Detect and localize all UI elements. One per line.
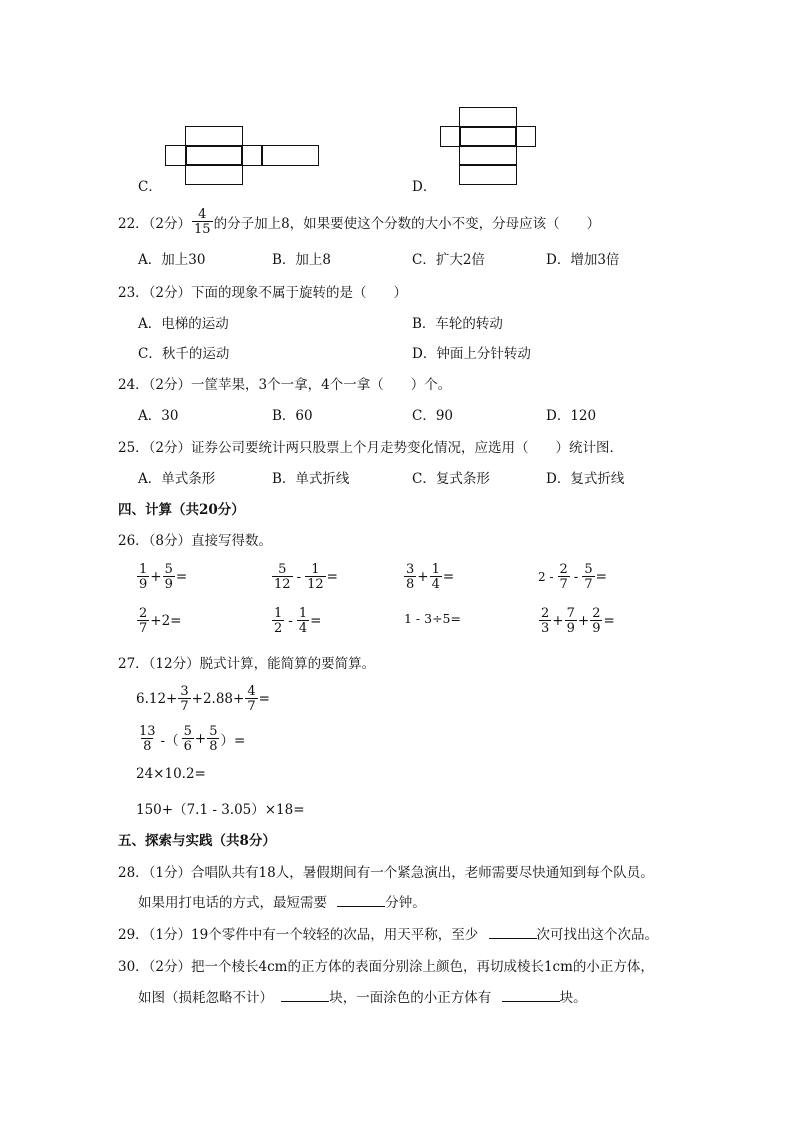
- e1-b-num: 5: [164, 562, 173, 577]
- q27-calc-1: [136, 682, 270, 716]
- section-4-heading: 四、计算（共20分）: [118, 502, 245, 518]
- q28-text-b: 分钟。: [385, 895, 426, 911]
- q22-option-d[interactable]: D．增加3倍: [546, 252, 620, 268]
- e1-a-num: 1: [139, 562, 148, 577]
- net-c-bottom: [185, 164, 243, 185]
- q22-option-b[interactable]: B．加上8: [272, 252, 332, 268]
- question-23: 23．（2分）下面的现象不属于旋转的是（ ）: [118, 285, 408, 301]
- c1-lead: 6.12+: [136, 691, 178, 707]
- q22-option-c[interactable]: C．扩大2倍: [412, 252, 485, 268]
- question-29: [118, 923, 658, 943]
- e8-op1: +: [552, 613, 564, 629]
- e6-a-den: 2: [274, 621, 283, 636]
- q26-expr-6: [271, 604, 321, 638]
- e1-op: +: [150, 569, 162, 585]
- e2-a-den: 12: [274, 577, 291, 592]
- c2-a-den: 8: [143, 739, 152, 754]
- c1-b-den: 7: [247, 699, 256, 714]
- e5-a-num: 2: [139, 606, 148, 621]
- q22-option-a[interactable]: A．加上30: [138, 252, 206, 268]
- q29-answer-blank[interactable]: [489, 926, 537, 939]
- q22-frac-den: 15: [194, 222, 211, 237]
- question-26: 26．（8分）直接写得数。: [118, 533, 273, 549]
- net-d-left: [440, 126, 461, 147]
- q22-fraction: [192, 208, 213, 236]
- e3-b-num: 1: [431, 562, 440, 577]
- e1-eq: =: [175, 569, 188, 585]
- e4-eq: =: [595, 569, 607, 585]
- q28-text-a: 如果用打电话的方式，最短需要: [138, 895, 327, 911]
- question-22: [118, 205, 600, 239]
- e3-a-num: 3: [406, 562, 415, 577]
- e8-op2: +: [577, 613, 590, 629]
- c1-a-den: 7: [180, 699, 189, 714]
- q25-option-c[interactable]: C．复式条形: [412, 471, 490, 487]
- question-28-line-1: 28．（1分）合唱队共有18人，暑假期间有一个紧急演出，老师需要尽快通知到每个队员。: [118, 865, 654, 881]
- c2-c-num: 5: [209, 724, 218, 739]
- c2-tail: ）=: [220, 733, 246, 749]
- q24-option-b[interactable]: B．60: [272, 408, 313, 424]
- q22-frac-num: 4: [198, 207, 207, 222]
- e6-op: -: [288, 613, 293, 629]
- q24-option-a[interactable]: A．30: [138, 408, 179, 424]
- e4-a-num: 2: [559, 562, 568, 577]
- q29-text-b: 次可找出这个次品。: [536, 927, 658, 943]
- q23-option-b[interactable]: B．车轮的转动: [412, 316, 503, 332]
- net-c-right: [241, 145, 263, 166]
- e4-op: -: [573, 569, 579, 585]
- question-27: 27．（12分）脱式计算，能简算的要简算。: [118, 656, 376, 672]
- q27-calc-3: 24×10.2=: [136, 766, 206, 782]
- net-d-right: [515, 126, 536, 147]
- e6-a-num: 1: [274, 606, 283, 621]
- e8-b-num: 7: [566, 606, 575, 621]
- c2-b-den: 6: [183, 739, 192, 754]
- q27-calc-4: 150+（7.1 - 3.05）×18=: [136, 802, 305, 818]
- e2-eq: =: [326, 569, 338, 585]
- e1-a-den: 9: [139, 577, 148, 592]
- net-d-bottom: [459, 145, 517, 166]
- e2-op: -: [296, 569, 302, 585]
- question-24: 24．（2分）一筐苹果，3个一拿，4个一拿（ ）个。: [118, 377, 452, 393]
- q26-expr-3: [403, 560, 454, 594]
- e2-a-num: 5: [278, 562, 287, 577]
- c1-mid: +2.88+: [191, 691, 245, 707]
- e8-a-den: 3: [541, 621, 550, 636]
- q22-prefix: 22．（2分）: [118, 216, 192, 232]
- c1-b-num: 4: [247, 684, 256, 699]
- net-d-label: D．: [412, 179, 437, 195]
- q26-expr-5: [136, 604, 182, 638]
- net-d-top: [459, 107, 517, 128]
- q25-option-b[interactable]: B．单式折线: [272, 471, 350, 487]
- q24-option-d[interactable]: D．120: [546, 408, 597, 424]
- q28-answer-blank[interactable]: [337, 894, 385, 907]
- e6-eq: =: [310, 613, 322, 629]
- q24-option-c[interactable]: C．90: [412, 408, 454, 424]
- q23-option-a[interactable]: A．电梯的运动: [138, 316, 229, 332]
- e3-a-den: 8: [406, 577, 415, 592]
- q27-calc-2: [136, 722, 245, 756]
- c1-eq: =: [258, 691, 270, 707]
- c1-a-num: 3: [180, 684, 189, 699]
- e3-eq: =: [442, 569, 455, 585]
- net-d-front: [459, 126, 517, 147]
- c2-b-num: 5: [183, 724, 192, 739]
- question-30-line-2: [138, 986, 587, 1006]
- e3-op: +: [417, 569, 429, 585]
- q26-expr-4: [538, 560, 607, 594]
- e2-b-num: 1: [311, 562, 320, 577]
- e4-lead: 2 -: [538, 570, 554, 584]
- net-c-label: C．: [138, 179, 162, 195]
- q25-option-a[interactable]: A．单式条形: [138, 471, 216, 487]
- q26-expr-2: [271, 560, 338, 594]
- q29-text-a: 29．（1分）19个零件中有一个较轻的次品，用天平称，至少: [118, 927, 479, 943]
- net-c-back: [261, 145, 319, 166]
- c2-op: +: [194, 731, 207, 747]
- c2-c-den: 8: [209, 739, 218, 754]
- e3-b-den: 4: [431, 577, 440, 592]
- q30-text-c: 块。: [559, 990, 587, 1006]
- question-30-line-1: 30．（2分）把一个棱长4cm的正方体的表面分别涂上颜色，再切成棱长1cm的小正方体，: [118, 959, 654, 975]
- e8-c-num: 2: [592, 606, 601, 621]
- q30-text-b: 块，一面涂色的小正方体有: [329, 990, 492, 1006]
- q30-text-a: 如图（损耗忽略不计）: [138, 990, 273, 1006]
- q23-option-d[interactable]: D．钟面上分针转动: [412, 346, 531, 362]
- section-5-heading: 五、探索与实践（共8分）: [118, 833, 276, 849]
- e1-b-den: 9: [164, 577, 173, 592]
- e6-b-num: 1: [298, 606, 308, 621]
- net-c-top: [185, 126, 243, 147]
- net-c-front: [185, 145, 243, 166]
- net-c-left: [165, 145, 187, 166]
- q26-expr-8: [538, 604, 615, 638]
- c2-mid: -（: [160, 733, 179, 749]
- e8-eq: =: [603, 613, 615, 629]
- q23-option-c[interactable]: C．秋千的运动: [138, 346, 230, 362]
- e4-a-den: 7: [559, 577, 568, 592]
- e4-b-den: 7: [584, 577, 593, 592]
- c2-a-num: 13: [139, 724, 156, 739]
- q30-answer-blank-1[interactable]: [281, 989, 329, 1002]
- question-28-line-2: [138, 891, 426, 911]
- e5-tail: +2=: [150, 613, 182, 629]
- e8-c-den: 9: [592, 621, 601, 636]
- q22-text: 的分子加上8，如果要使这个分数的大小不变，分母应该（ ）: [213, 216, 601, 232]
- e6-b-den: 4: [298, 621, 308, 636]
- e5-a-den: 7: [139, 621, 148, 636]
- q25-option-d[interactable]: D．复式折线: [546, 471, 625, 487]
- e8-b-den: 9: [566, 621, 575, 636]
- e8-a-num: 2: [541, 606, 550, 621]
- q30-answer-blank-2[interactable]: [502, 989, 560, 1002]
- question-25: 25．（2分）证券公司要统计两只股票上个月走势变化情况，应选用（ ）统计图．: [118, 440, 624, 456]
- net-d-back: [459, 164, 517, 185]
- e2-b-den: 12: [307, 577, 324, 592]
- q26-expr-7: 1 - 3÷5=: [404, 611, 461, 626]
- e4-b-num: 5: [584, 562, 593, 577]
- q26-expr-1: [136, 560, 187, 594]
